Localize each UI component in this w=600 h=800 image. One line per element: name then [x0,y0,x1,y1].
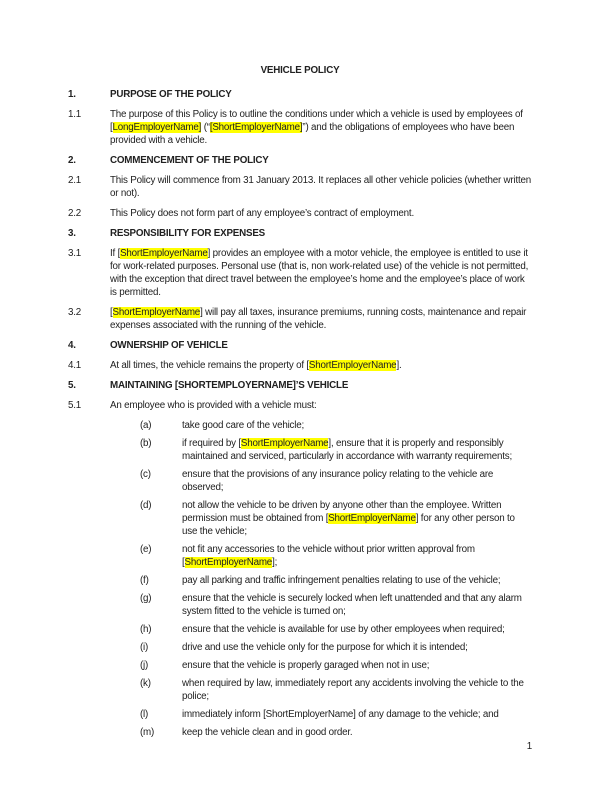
section-heading [68,88,532,101]
sub-clause-label: (d) [140,500,152,511]
section-heading [68,227,532,240]
sub-clause [140,623,532,636]
section-heading-text: COMMENCEMENT OF THE POLICY [110,155,269,166]
clause-text: This Policy does not form part of any employee’s contract of employment. [110,208,414,219]
clause-text: The purpose of this Policy is to outline the conditions under which a vehicle is used by employees of [LongEmployerName] (“[ShortEmployerName]”) and the obligations of employees who have been provided with a vehicle. [110,109,523,146]
sub-clause [140,592,532,618]
sub-clause-label: (i) [140,642,149,653]
clause [68,247,532,299]
section-heading-text: OWNERSHIP OF VEHICLE [110,340,228,351]
clause-number: 1.1 [68,109,82,120]
sections-container [68,88,532,739]
clause-number: 5.1 [68,400,82,411]
sub-clause-text: keep the vehicle clean and in good order. [182,727,353,738]
sub-clause-label: (j) [140,660,149,671]
clause-number: 3.1 [68,248,82,259]
section-number: 1. [68,89,76,100]
sub-clause-text: when required by law, immediately report any accidents involving the vehicle to the police; [182,678,524,702]
clause [68,174,532,200]
highlighted-placeholder: ShortEmployerName [240,438,329,449]
sub-clause [140,543,532,569]
highlighted-placeholder: ShortEmployerName [184,557,273,568]
sub-clause-text: pay all parking and traffic infringement penalties relating to use of the vehicle; [182,575,501,586]
sub-clause-text: not allow the vehicle to be driven by anyone other than the employee. Written permission must be obtained from [ShortEmployerName] for any other person to use the vehicle; [182,500,515,537]
sub-clause-text: ensure that the vehicle is available for use by other employees when required; [182,624,505,635]
sub-clause-label: (m) [140,727,155,738]
sub-clause [140,437,532,463]
section-number: 5. [68,380,76,391]
highlighted-placeholder: ShortEmployerName [328,513,416,524]
section-number: 2. [68,155,76,166]
sub-clause [140,659,532,672]
sub-clause-label: (b) [140,438,152,449]
sub-clause-label: (l) [140,709,149,720]
section-heading-text: MAINTAINING [SHORTEMPLOYERNAME]’S VEHICLE [110,380,349,391]
sub-clause [140,499,532,538]
section-number: 4. [68,340,76,351]
sub-clause [140,419,532,432]
clause [68,359,532,372]
document-title: VEHICLE POLICY [260,65,340,76]
clause [68,399,532,412]
clause-number: 4.1 [68,360,82,371]
sub-clause-text: drive and use the vehicle only for the purpose for which it is intended; [182,642,468,653]
clause-number: 2.1 [68,175,82,186]
sub-clause-text: not fit any accessories to the vehicle without prior written approval from [ShortEmployerName]; [182,544,475,568]
clause-number: 3.2 [68,307,82,318]
sub-clause-label: (k) [140,678,151,689]
sub-clause [140,726,532,739]
clause-text: If [ShortEmployerName] provides an employee with a motor vehicle, the employee is entitled to use it for work-related purposes. Personal use (that is, non work-related use) of the vehicle is not permitted, with the exception that direct travel between the employee’s home and the employee’s place of work is permitted. [110,248,529,298]
highlighted-placeholder: ShortEmployerName [308,360,397,371]
sub-clause [140,677,532,703]
clause-text: This Policy will commence from 31 January 2013. It replaces all other vehicle policies (whether written or not). [110,175,531,199]
sub-clause-text: if required by [ShortEmployerName], ensure that it is properly and responsibly maintained and serviced, particularly in accordance with warranty requirements; [182,438,512,462]
page-number: 1 [526,741,532,752]
sub-clause-text: ensure that the vehicle is properly garaged when not in use; [182,660,430,671]
clause-text: An employee who is provided with a vehicle must: [110,400,317,411]
sub-clause-text: immediately inform [ShortEmployerName] of any damage to the vehicle; and [182,709,499,720]
section-heading [68,154,532,167]
highlighted-placeholder: LongEmployerName] [112,122,202,133]
section-heading [68,339,532,352]
clause [68,306,532,332]
highlighted-placeholder: ShortEmployerName [112,307,201,318]
highlighted-placeholder: [ShortEmployerName] [209,122,303,133]
highlighted-placeholder: ShortEmployerName [120,248,208,259]
sub-clause-text: ensure that the provisions of any insurance policy relating to the vehicle are observed; [182,469,494,493]
sub-clause-label: (e) [140,544,152,555]
sub-clause-text: take good care of the vehicle; [182,420,304,431]
clause [68,207,532,220]
sub-clause-label: (h) [140,624,152,635]
clause-number: 2.2 [68,208,82,219]
clause [68,108,532,147]
section-number: 3. [68,228,76,239]
document-body [68,64,532,744]
sub-clause [140,708,532,721]
section-heading-text: RESPONSIBILITY FOR EXPENSES [110,228,266,239]
sub-clause-label: (f) [140,575,149,586]
clause-text: [ShortEmployerName] will pay all taxes, insurance premiums, running costs, maintenance and repair expenses associated with the running of the vehicle. [110,307,527,331]
sub-clause-label: (a) [140,420,152,431]
sub-clause-label: (g) [140,593,152,604]
sub-clause [140,574,532,587]
sub-clause-text: ensure that the vehicle is securely locked when left unattended and that any alarm system fitted to the vehicle is turned on; [182,593,522,617]
section-heading-text: PURPOSE OF THE POLICY [110,89,232,100]
sub-clause [140,468,532,494]
section-heading [68,379,532,392]
clause-text: At all times, the vehicle remains the property of [ShortEmployerName]. [110,360,402,371]
sub-clause-label: (c) [140,469,151,480]
sub-clause [140,641,532,654]
